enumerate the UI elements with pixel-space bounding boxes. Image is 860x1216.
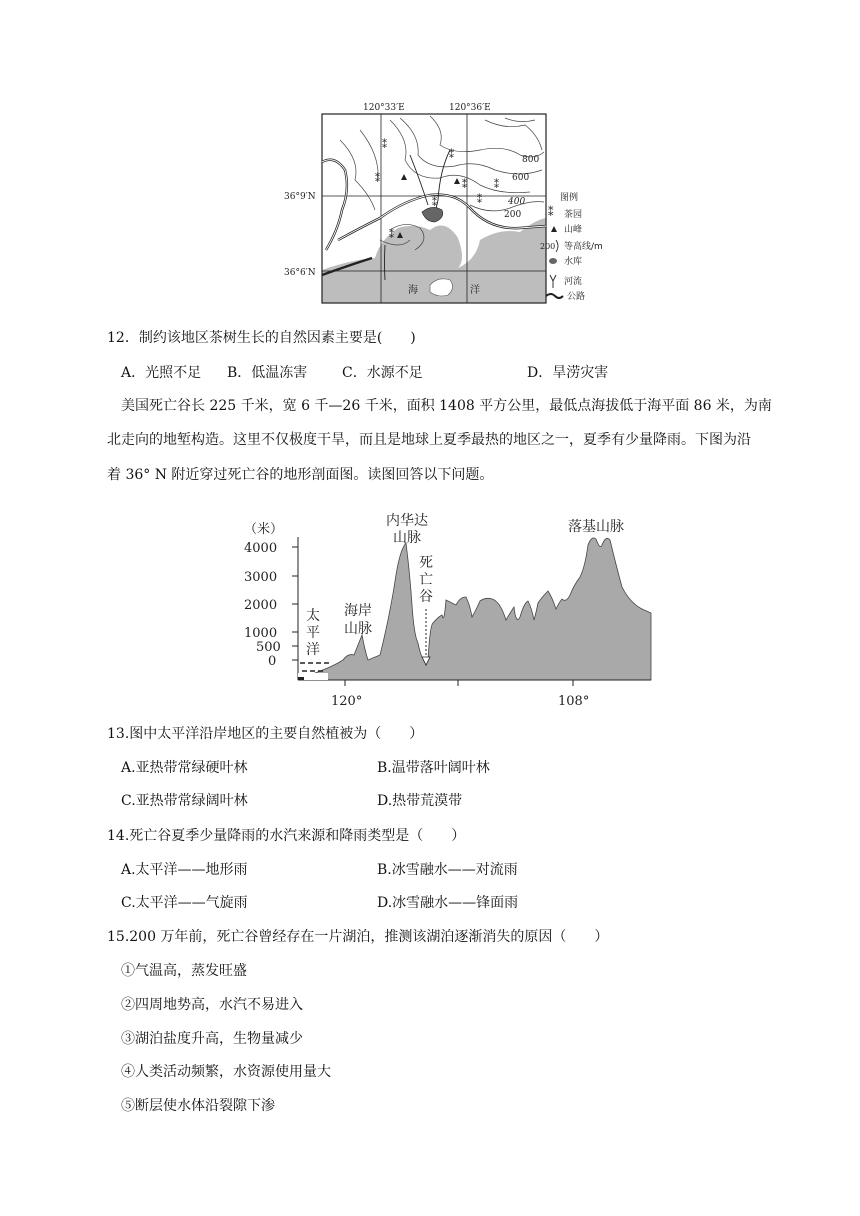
q15-item-2: ②四周地势高，水汽不易进入 <box>121 997 303 1013</box>
legend-title: 图例 <box>560 193 579 203</box>
pacific-label-3: 洋 <box>306 642 320 658</box>
legend-reservoir-icon <box>549 258 557 264</box>
death-valley-label-2: 亡 <box>419 572 433 588</box>
svg-text:⁑: ⁑ <box>477 195 482 206</box>
sea-label-2: 洋 <box>470 285 480 296</box>
question-13-stem: 13.图中太平洋沿岸地区的主要自然植被为（ ） <box>107 726 424 742</box>
contour-label-800: 800 <box>522 155 540 165</box>
legend-label-reservoir: 水库 <box>564 257 583 267</box>
peak-icon <box>551 226 557 232</box>
pacific-label-2: 平 <box>306 625 320 641</box>
q14-option-c: C.太平洋——气旋雨 <box>121 895 248 911</box>
svg-text:⁑: ⁑ <box>389 230 394 241</box>
road-icon <box>546 294 563 298</box>
legend-label-river: 河流 <box>564 277 583 287</box>
legend-label-peak: 山峰 <box>564 225 583 235</box>
reservoir-icon <box>422 207 443 222</box>
svg-text:⁑: ⁑ <box>375 174 380 185</box>
rocky-mountains-label: 落基山脉 <box>568 519 624 535</box>
tea-garden-icon: ⁑ <box>548 206 554 219</box>
lon-label-2: 120°36′E <box>449 103 491 113</box>
y-tick-4000: 4000 <box>244 541 278 556</box>
coast-range-label-1: 海岸 <box>344 603 372 619</box>
passage-line-3: 着 36° N 附近穿过死亡谷的地形剖面图。读图回答以下问题。 <box>107 467 494 483</box>
q15-item-5: ⑤断层使水体沿裂隙下渗 <box>121 1098 275 1114</box>
q12-option-d: D．旱涝灾害 <box>527 365 609 381</box>
sierra-nevada-label-2: 山脉 <box>393 530 421 546</box>
x-tick-108: 108° <box>558 694 590 709</box>
q14-option-a: A.太平洋——地形雨 <box>121 862 248 878</box>
sierra-nevada-label-1: 内华达 <box>386 513 428 529</box>
q14-option-b: B.冰雪融水——对流雨 <box>377 862 518 878</box>
q13-option-a: A.亚热带常绿硬叶林 <box>121 760 248 776</box>
y-tick-500: 500 <box>256 640 281 655</box>
contour-label-600: 600 <box>512 173 530 183</box>
svg-text:⁑: ⁑ <box>432 198 437 209</box>
topographic-map <box>280 100 603 310</box>
x-tick-120: 120° <box>331 694 363 709</box>
death-valley-label-1: 死 <box>419 555 433 571</box>
terrain-profile-chart <box>230 505 660 715</box>
y-unit: （米） <box>244 522 284 537</box>
q12-option-c: C．水源不足 <box>342 365 423 381</box>
q12-option-a: A．光照不足 <box>121 365 202 381</box>
passage-line-1: 美国死亡谷长 225 千米，宽 6 千—26 千米，面积 1408 平方公里，最低点海拔低于海平面 86 米，为南 <box>121 398 772 414</box>
lat-label-1: 36°9′N <box>284 192 316 202</box>
legend-label-contour: 等高线/m <box>564 242 603 252</box>
legend-label-tea: 茶园 <box>564 210 583 220</box>
contour-icon <box>556 240 558 252</box>
q15-item-4: ④人类活动频繁，水资源使用量大 <box>121 1064 331 1080</box>
legend-contour-value: 200 <box>540 242 556 251</box>
y-tick-1000: 1000 <box>244 626 278 641</box>
lon-label-1: 120°33′E <box>363 103 405 113</box>
death-valley-label-3: 谷 <box>419 589 433 605</box>
passage-line-2: 北走向的地堑构造。这里不仅极度干旱，而且是地球上夏季最热的地区之一，夏季有少量降雨。下图为沿 <box>107 432 751 448</box>
pacific-label-1: 太 <box>306 608 320 624</box>
svg-text:⁑: ⁑ <box>449 150 454 161</box>
q13-option-b: B.温带落叶阔叶林 <box>377 760 490 776</box>
q13-option-d: D.热带荒漠带 <box>377 793 463 809</box>
svg-text:⁑: ⁑ <box>382 140 387 151</box>
q15-item-1: ①气温高，蒸发旺盛 <box>121 963 247 979</box>
tea-garden-icons <box>375 139 499 241</box>
contour-label-200: 200 <box>504 210 522 220</box>
river-icon <box>550 275 556 288</box>
question-15-stem: 15.200 万年前，死亡谷曾经存在一片湖泊，推测该湖泊逐渐消失的原因（ ） <box>107 929 609 945</box>
contour-label-400: 400 <box>508 197 526 207</box>
q13-option-c: C.亚热带常绿阔叶林 <box>121 793 248 809</box>
y-tick-3000: 3000 <box>244 570 278 585</box>
q14-option-d: D.冰雪融水——锋面雨 <box>377 895 519 911</box>
y-tick-2000: 2000 <box>244 598 278 613</box>
svg-text:⁑: ⁑ <box>494 180 499 191</box>
question-12-stem: 12．制约该地区茶树生长的自然因素主要是( ) <box>107 330 416 346</box>
q12-option-b: B．低温冻害 <box>227 365 308 381</box>
question-14-stem: 14.死亡谷夏季少量降雨的水汽来源和降雨类型是（ ） <box>107 828 466 844</box>
y-tick-0: 0 <box>268 654 277 669</box>
legend-label-road: 公路 <box>567 292 586 302</box>
q15-item-3: ③湖泊盐度升高，生物量减少 <box>121 1031 303 1047</box>
sea-label-1: 海 <box>408 285 418 296</box>
svg-text:⁑: ⁑ <box>462 180 467 191</box>
coast-range-label-2: 山脉 <box>344 621 372 637</box>
lat-label-2: 36°6′N <box>284 268 316 278</box>
